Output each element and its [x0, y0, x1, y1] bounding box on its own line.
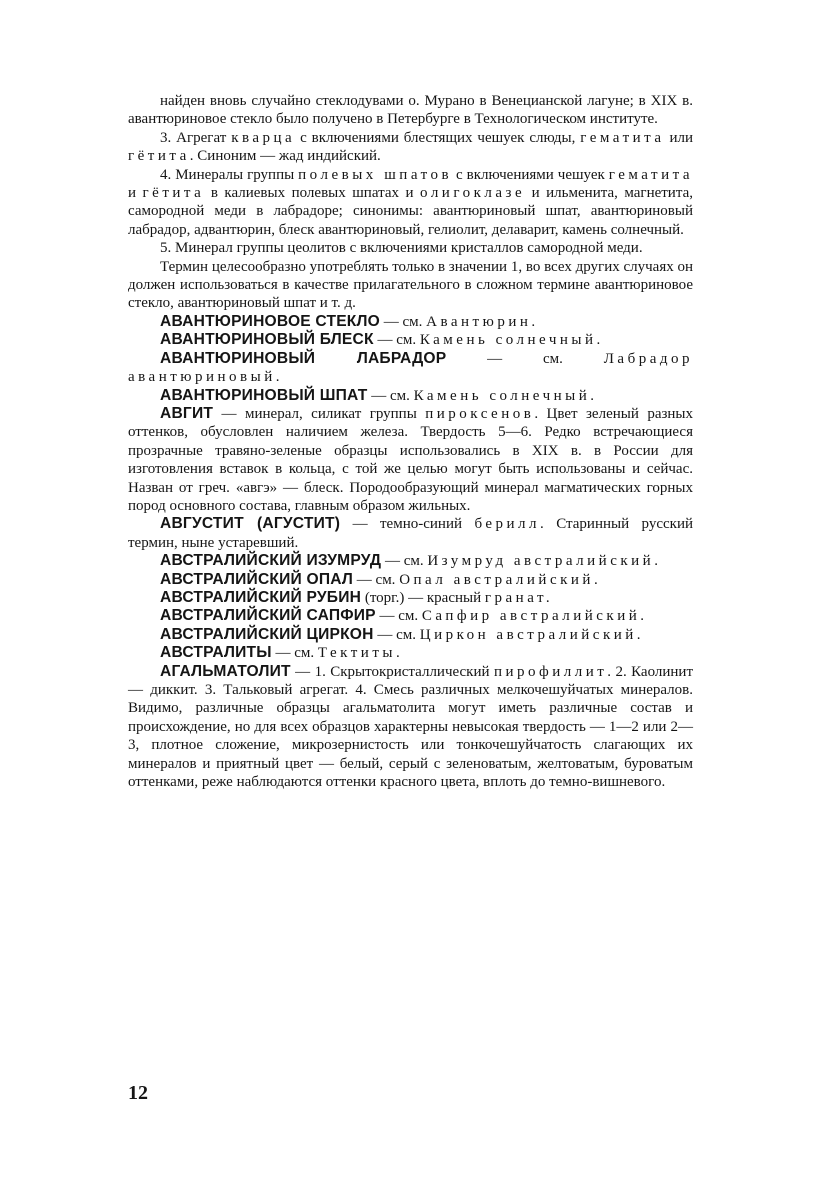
paragraph [128, 129, 693, 166]
entry-headword: АВСТРАЛИЙСКИЙ САПФИР [160, 607, 376, 625]
spaced-term: пирофиллит [493, 663, 608, 680]
text-run: — 1. Скрытокристаллический [290, 663, 494, 680]
dictionary-entry [128, 405, 693, 515]
dictionary-entry [128, 331, 693, 349]
text-run: — см. [446, 350, 604, 367]
spaced-term: Камень солнечный. [419, 332, 604, 349]
text-run: — темно-синий [340, 516, 475, 533]
spaced-term: Изумруд австралийский. [427, 553, 662, 570]
spaced-term: Сапфир австралийский. [421, 608, 648, 625]
text-run: — см. [380, 313, 427, 330]
dictionary-entry [128, 607, 693, 625]
entry-headword: АВАНТЮРИНОВЫЙ ШПАТ [160, 386, 368, 404]
page-number: 12 [128, 1082, 148, 1104]
text-column [128, 92, 693, 791]
spaced-term: Циркон австралийский. [419, 626, 645, 643]
text-run: . Старинный русский термин, ныне устаревший. [128, 516, 693, 551]
spaced-term: гематита [608, 166, 693, 183]
spaced-term: пироксенов [425, 405, 535, 422]
entry-headword: АВГИТ [160, 404, 214, 422]
spaced-term: олигоклазе [420, 185, 526, 202]
text-run: Термин целесообразно употреблять только в значении 1, во всех других случаях он должен использоваться в качестве прилагательного в сложном термине авантюриновое стекло, авантюриновый шпат и т. д. [128, 258, 693, 312]
spaced-term: Лабрадор авантюриновый. [128, 350, 693, 386]
paragraph [128, 92, 693, 129]
text-run: в калиевых полевых шпатах и [204, 185, 421, 202]
text-run: — см. [373, 626, 420, 643]
spaced-term: берилл [474, 516, 541, 533]
text-run: — см. [271, 645, 318, 662]
text-run: и ильменита, магнетита, самородной меди в лабрадоре; синонимы: авантюриновый шпат, авантюриновый лабрадор, адвантюрин, блеск авантюриновый, гелиолит, делаварит, камень солнечный. [128, 185, 693, 238]
text-run: — см. [381, 553, 428, 570]
spaced-term: кварца [231, 129, 296, 146]
spaced-term: полевых шпатов [298, 166, 453, 183]
entry-headword: АВСТРАЛИТЫ [160, 644, 272, 662]
entry-headword: АВСТРАЛИЙСКИЙ РУБИН [160, 588, 362, 606]
dictionary-entry [128, 589, 693, 607]
entry-headword: АВАНТЮРИНОВОЕ СТЕКЛО [160, 312, 380, 330]
text-run: 5. Минерал группы цеолитов с включениями кристаллов самородной меди. [160, 240, 643, 257]
spaced-term: гематита [580, 129, 665, 146]
spaced-term: Тектиты. [317, 645, 404, 662]
spaced-term: гётита [142, 185, 205, 202]
text-run: найден вновь случайно стеклодувами о. Мурано в Венецианской лагуне; в XIX в. авантюриновое стекло было получено в Петербурге в Технологическом институте. [128, 93, 693, 128]
text-run: или [664, 129, 693, 146]
text-run: 3. Агрегат [160, 129, 232, 146]
paragraph [128, 239, 693, 257]
entry-headword: АВСТРАЛИЙСКИЙ ИЗУМРУД [160, 552, 382, 570]
dictionary-entry [128, 644, 693, 662]
text-run: . Цвет зеленый разных оттенков, обусловлен наличием железа. Твердость 5—6. Редко встречающиеся прозрачные травяно-зеленые образцы использовались в XIX в. в России для изготовления вставок в кольца, с той же целью могут быть использованы и сейчас. Назван от греч. «авгэ» — блеск. Породообразующий минерал магматических горных пород основного состава, главным образом жильных. [128, 405, 694, 514]
text-run: — см. [373, 332, 420, 349]
paragraph [128, 258, 693, 313]
dictionary-entry [128, 626, 693, 644]
spaced-term: Опал австралийский. [399, 571, 602, 588]
spaced-term: Камень солнечный. [413, 387, 598, 404]
dictionary-entry [128, 387, 693, 405]
spaced-term: Авантюрин. [426, 313, 539, 330]
spaced-term: гранат. [484, 589, 554, 606]
entry-headword: АГАЛЬМАТОЛИТ [160, 662, 291, 680]
text-run: . 2. Каолинит — диккит. 3. Тальковый агрегат. 4. Смесь различных мелкочешуйчатых минералов. Видимо, различные образцы агальматолита могут иметь различные состав и происхождение, но для всех образцов характерны невысокая твердость — 1—2 или 2—3, плотное сложение, микрозернистость или тонкочешуйчатость слагающих их минералов и приятный цвет — белый, серый с зеленоватым, желтоватым, буроватым оттенками, реже наблюдаются оттенки красного цвета, вплоть до темно-вишневого. [128, 663, 693, 791]
text-run: с включениями чешуек [452, 166, 609, 183]
text-run: — минерал, силикат группы [213, 405, 426, 422]
text-run: (торг.) — красный [361, 589, 485, 606]
text-run: и [128, 185, 143, 202]
text-run: — см. [353, 571, 400, 588]
dictionary-entry [128, 313, 693, 331]
dictionary-entry [128, 350, 693, 387]
text-run: — см. [367, 387, 414, 404]
dictionary-entry [128, 663, 693, 792]
spaced-term: гётита [128, 148, 190, 165]
text-run: 4. Минералы группы [160, 166, 299, 183]
entry-headword: АВГУСТИТ (АГУСТИТ) [160, 515, 341, 533]
dictionary-entry [128, 571, 693, 589]
text-run: — см. [375, 608, 422, 625]
dictionary-entry [128, 552, 693, 570]
entry-headword: АВСТРАЛИЙСКИЙ ОПАЛ [160, 570, 354, 588]
entry-headword: АВСТРАЛИЙСКИЙ ЦИРКОН [160, 625, 374, 643]
entry-headword: АВАНТЮРИНОВЫЙ БЛЕСК [160, 331, 374, 349]
text-run: . Синоним — жад индийский. [189, 148, 381, 165]
entry-headword: АВАНТЮРИНОВЫЙ ЛАБРАДОР [160, 349, 447, 367]
paragraph [128, 166, 693, 240]
text-run: с включениями блестящих чешуек слюды, [295, 129, 581, 146]
dictionary-entry [128, 515, 693, 552]
